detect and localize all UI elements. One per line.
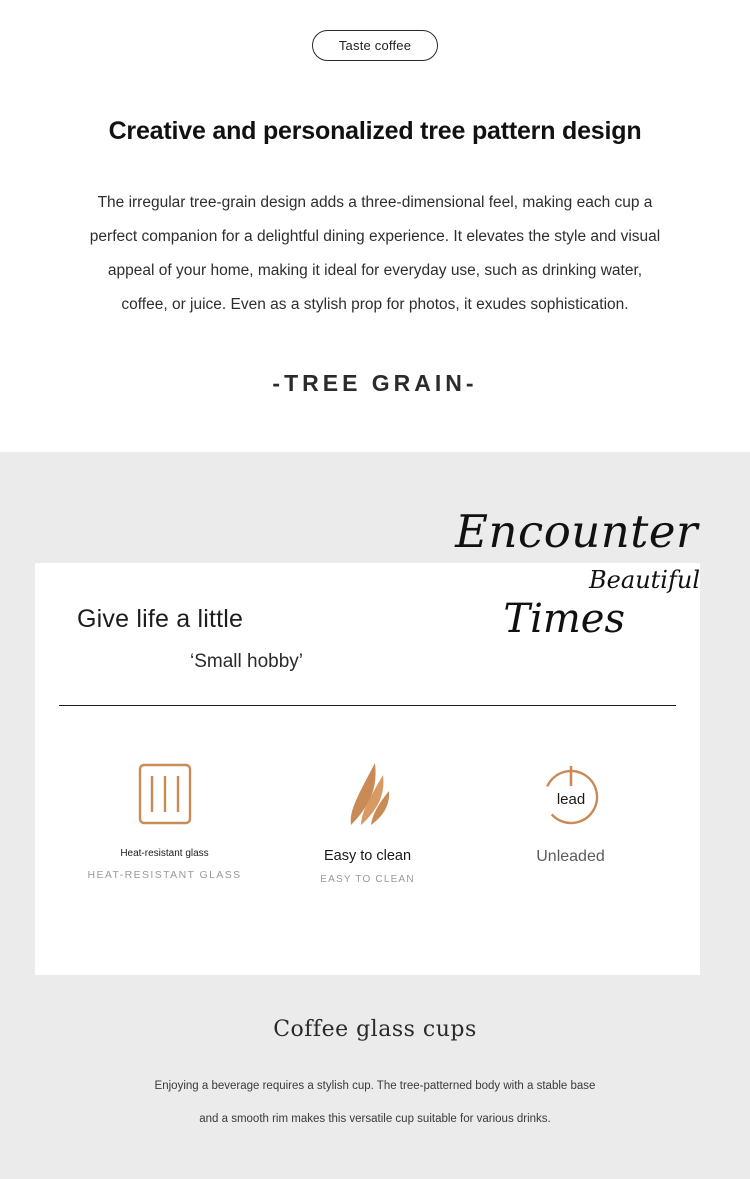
intro-paragraph: The irregular tree-grain design adds a three-dimensional feel, making each cup a perfect companion for a delightful dining experience. It elevates the style and visual appeal of your home, making it ideal for everyday use, such as drinking water, coffee, or juice. Even as a stylish prop for photos, it exudes sophistication. bbox=[89, 194, 661, 313]
bottom-copy bbox=[0, 1070, 750, 1136]
card-subtitle: ‘Small hobby’ bbox=[190, 651, 303, 672]
feature-label-secondary: EASY TO CLEAN bbox=[320, 874, 415, 885]
script-heading bbox=[455, 507, 698, 641]
features-section bbox=[0, 452, 750, 1179]
heat-resistant-glass-icon bbox=[63, 756, 266, 834]
bottom-copy-line-1: Enjoying a beverage requires a stylish cup. The tree-patterned body with a stable base bbox=[154, 1080, 596, 1092]
feature-list bbox=[35, 756, 700, 885]
intro-section bbox=[0, 0, 750, 452]
script-line-1: Encounter bbox=[455, 505, 698, 558]
lead-free-icon bbox=[469, 756, 672, 834]
feature-label-primary: Unleaded bbox=[536, 848, 605, 865]
card-title: Give life a little bbox=[77, 605, 244, 633]
card-divider bbox=[59, 705, 676, 706]
feature-label-primary: Easy to clean bbox=[323, 848, 412, 864]
script-line-2: Beautiful bbox=[589, 566, 700, 594]
feature-item bbox=[266, 756, 469, 885]
section-label: -TREE GRAIN- bbox=[272, 370, 478, 396]
bottom-copy-line-2: and a smooth rim makes this versatile cup suitable for various drinks. bbox=[199, 1113, 551, 1125]
badge-row bbox=[0, 30, 750, 61]
taste-coffee-badge: Taste coffee bbox=[312, 30, 438, 61]
feature-label-secondary: HEAT-RESISTANT GLASS bbox=[87, 869, 242, 881]
feature-item bbox=[469, 756, 672, 885]
feature-item bbox=[63, 756, 266, 885]
bottom-title: Coffee glass cups bbox=[273, 1017, 477, 1042]
svg-text:lead: lead bbox=[556, 791, 585, 808]
leaf-flame-icon bbox=[266, 756, 469, 834]
feature-label-primary: Heat-resistant glass bbox=[120, 848, 209, 859]
page-title: Creative and personalized tree pattern design bbox=[108, 117, 642, 145]
script-line-3: Times bbox=[503, 596, 625, 642]
